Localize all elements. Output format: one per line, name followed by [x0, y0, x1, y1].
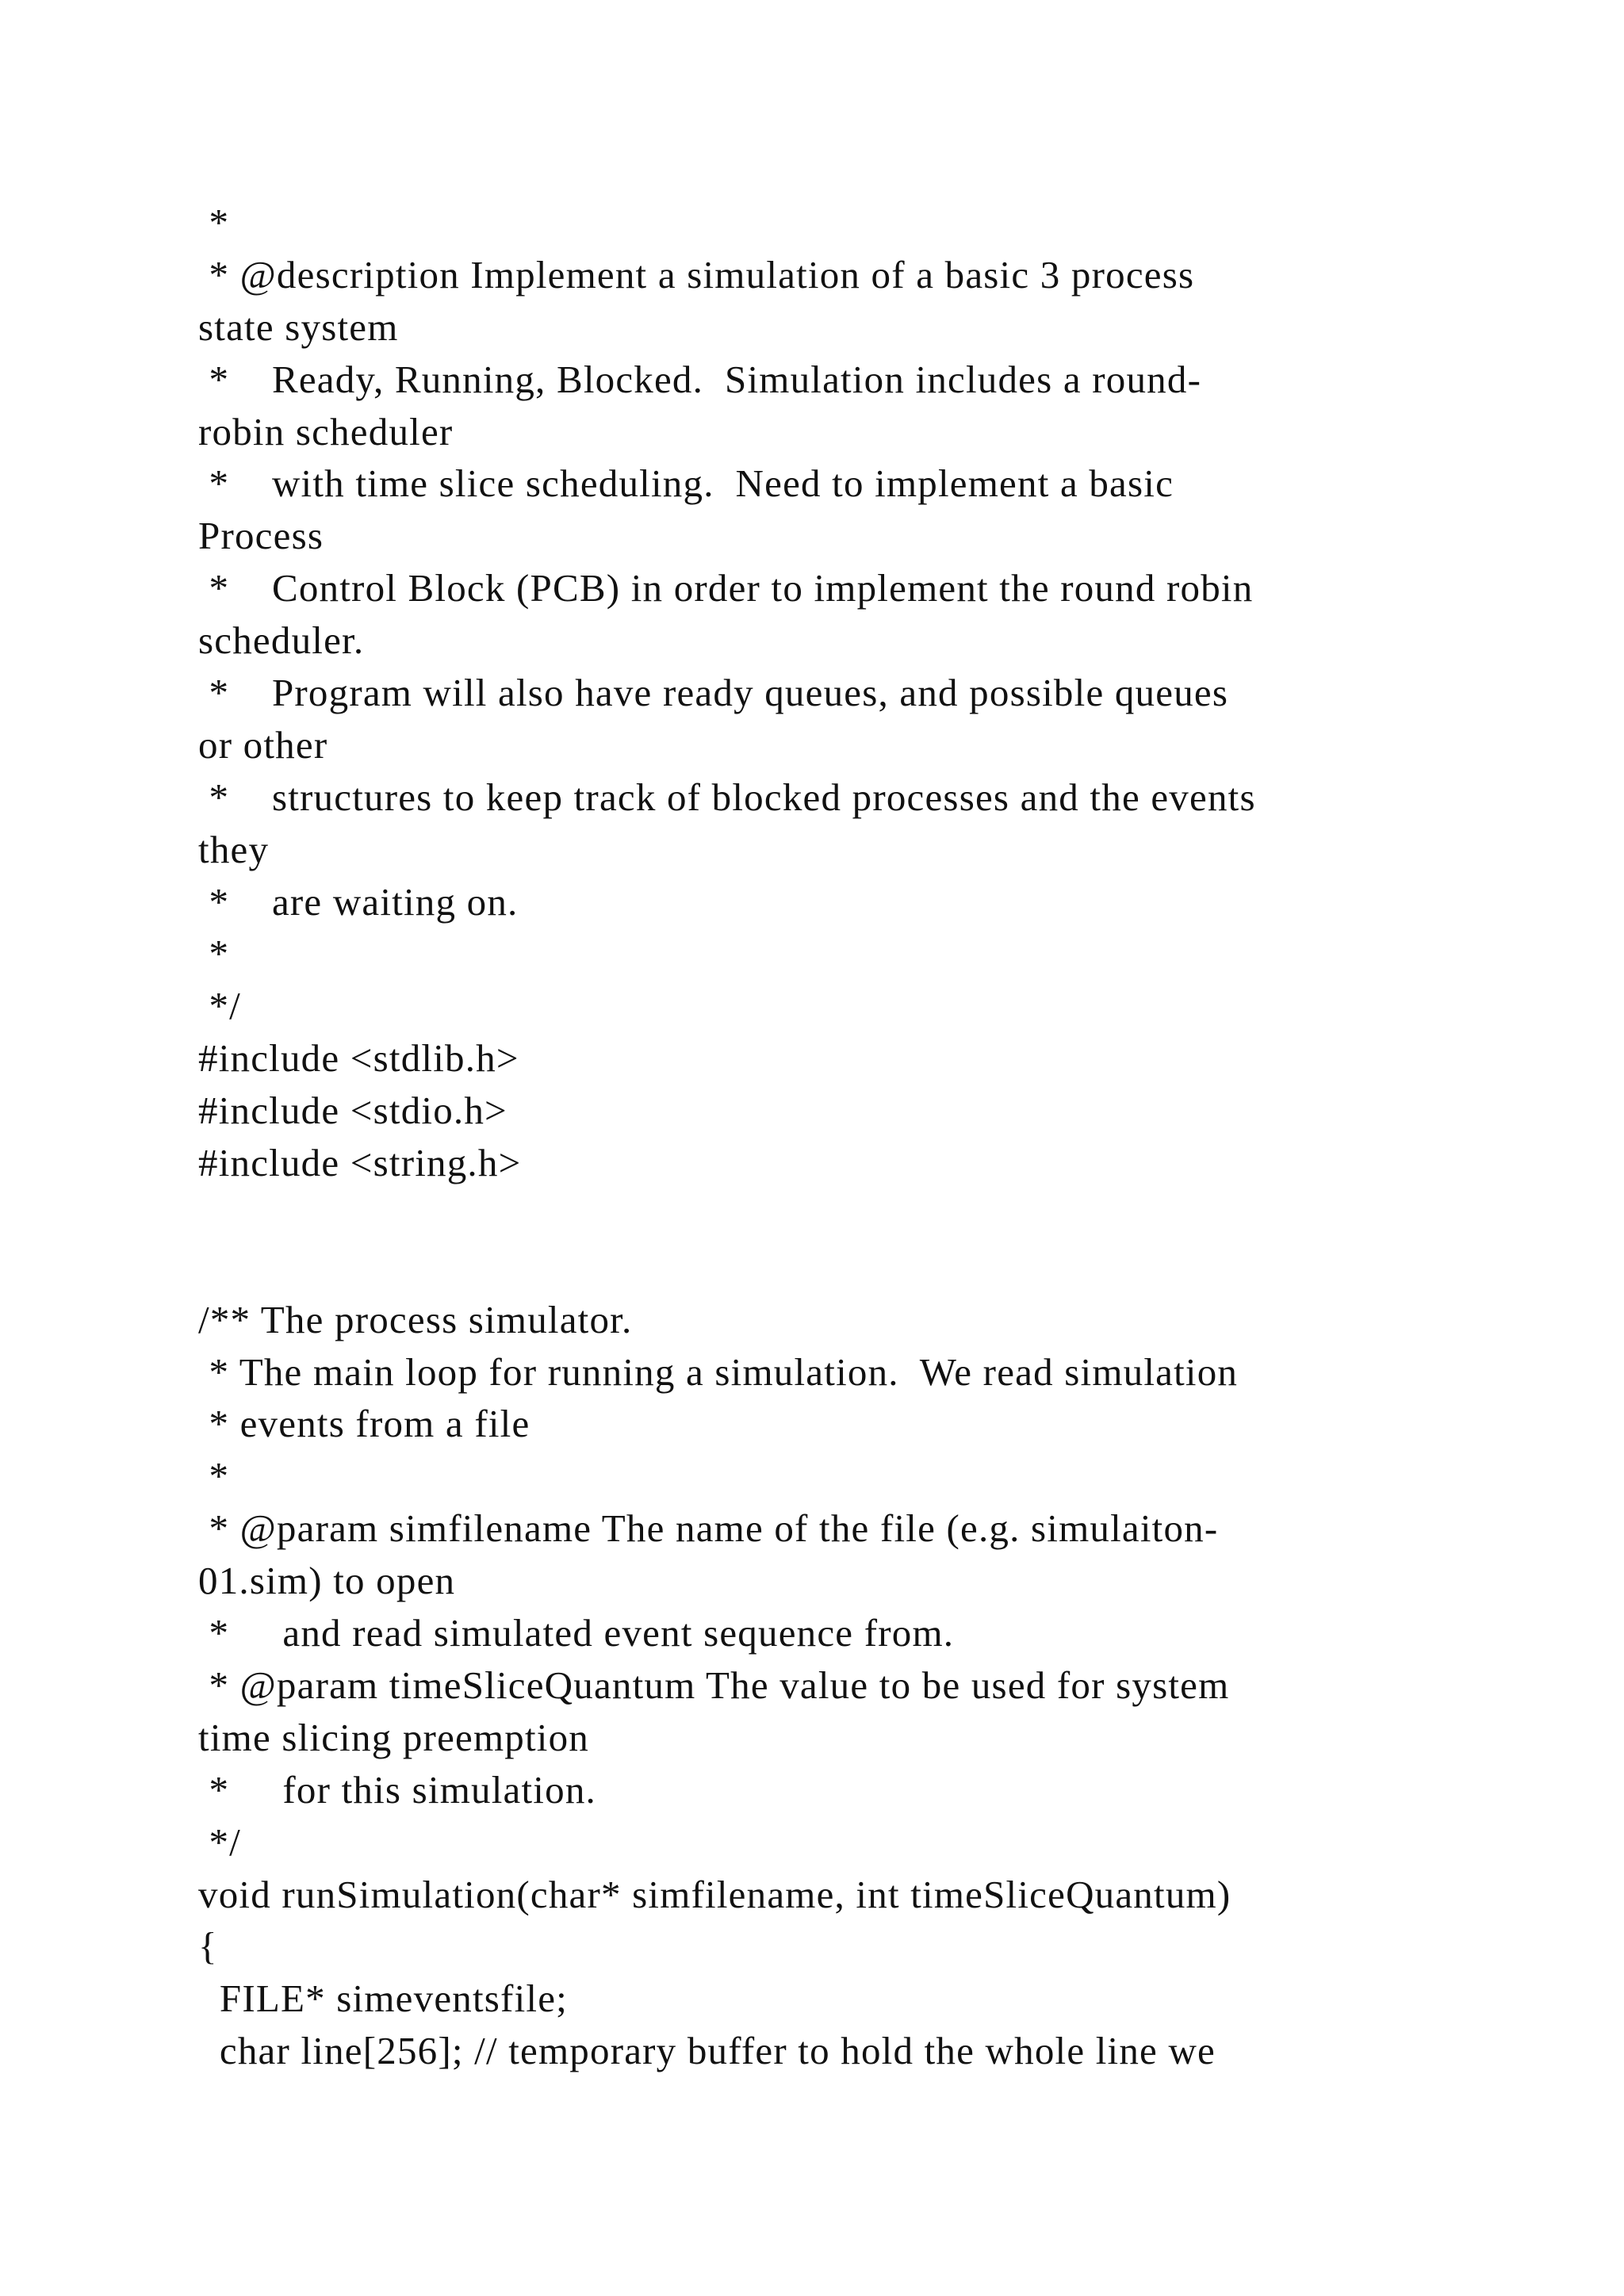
text-line: * @param timeSliceQuantum The value to be used for system [198, 1663, 1230, 1707]
text-line: * @description Implement a simulation of a basic 3 process [198, 252, 1195, 297]
text-line: char line[256]; // temporary buffer to hold the whole line we [198, 2029, 1216, 2073]
text-line: 01.sim) to open [198, 1559, 456, 1603]
text-line: * structures to keep track of blocked processes and the events [198, 775, 1256, 819]
text-line: */ [198, 1820, 241, 1864]
text-line: { [198, 1924, 218, 1969]
text-line: * The main loop for running a simulation. We read simulation [198, 1349, 1239, 1394]
text-line: scheduler. [198, 618, 365, 663]
text-line: void runSimulation(char* simfilename, int timeSliceQuantum) [198, 1872, 1231, 1916]
text-line: * Program will also have ready queues, and possible queues [198, 671, 1229, 715]
text-line: * for this simulation. [198, 1767, 596, 1812]
text-line: * @param simfilename The name of the file (e.g. simulaiton- [198, 1506, 1219, 1551]
text-line: /** The process simulator. [198, 1297, 633, 1341]
text-line: #include <stdio.h> [198, 1089, 508, 1133]
text-line: * and read simulated event sequence from. [198, 1611, 955, 1655]
text-line: they [198, 827, 270, 871]
blank-line [198, 1189, 1483, 1242]
text-line: Process [198, 514, 324, 558]
text-line: * [198, 1454, 230, 1498]
text-line: */ [198, 984, 241, 1028]
text-line: #include <stdlib.h> [198, 1036, 519, 1081]
text-line: FILE* simeventsfile; [198, 1976, 568, 2021]
text-line: #include <string.h> [198, 1141, 522, 1185]
text-line: * [198, 201, 230, 244]
text-line: robin scheduler [198, 409, 454, 453]
text-line: * with time slice scheduling. Need to implement a basic [198, 461, 1174, 506]
code-text-block [198, 197, 1483, 2077]
text-line: * are waiting on. [198, 879, 519, 924]
text-line: or other [198, 722, 328, 767]
text-line: * Control Block (PCB) in order to implement the round robin [198, 566, 1254, 610]
text-line: * Ready, Running, Blocked. Simulation includes a round- [198, 357, 1202, 401]
text-line: state system [198, 304, 399, 349]
text-line: * [198, 932, 230, 976]
blank-line [198, 1242, 1483, 1294]
text-line: * events from a file [198, 1402, 530, 1446]
text-line: time slicing preemption [198, 1715, 590, 1759]
